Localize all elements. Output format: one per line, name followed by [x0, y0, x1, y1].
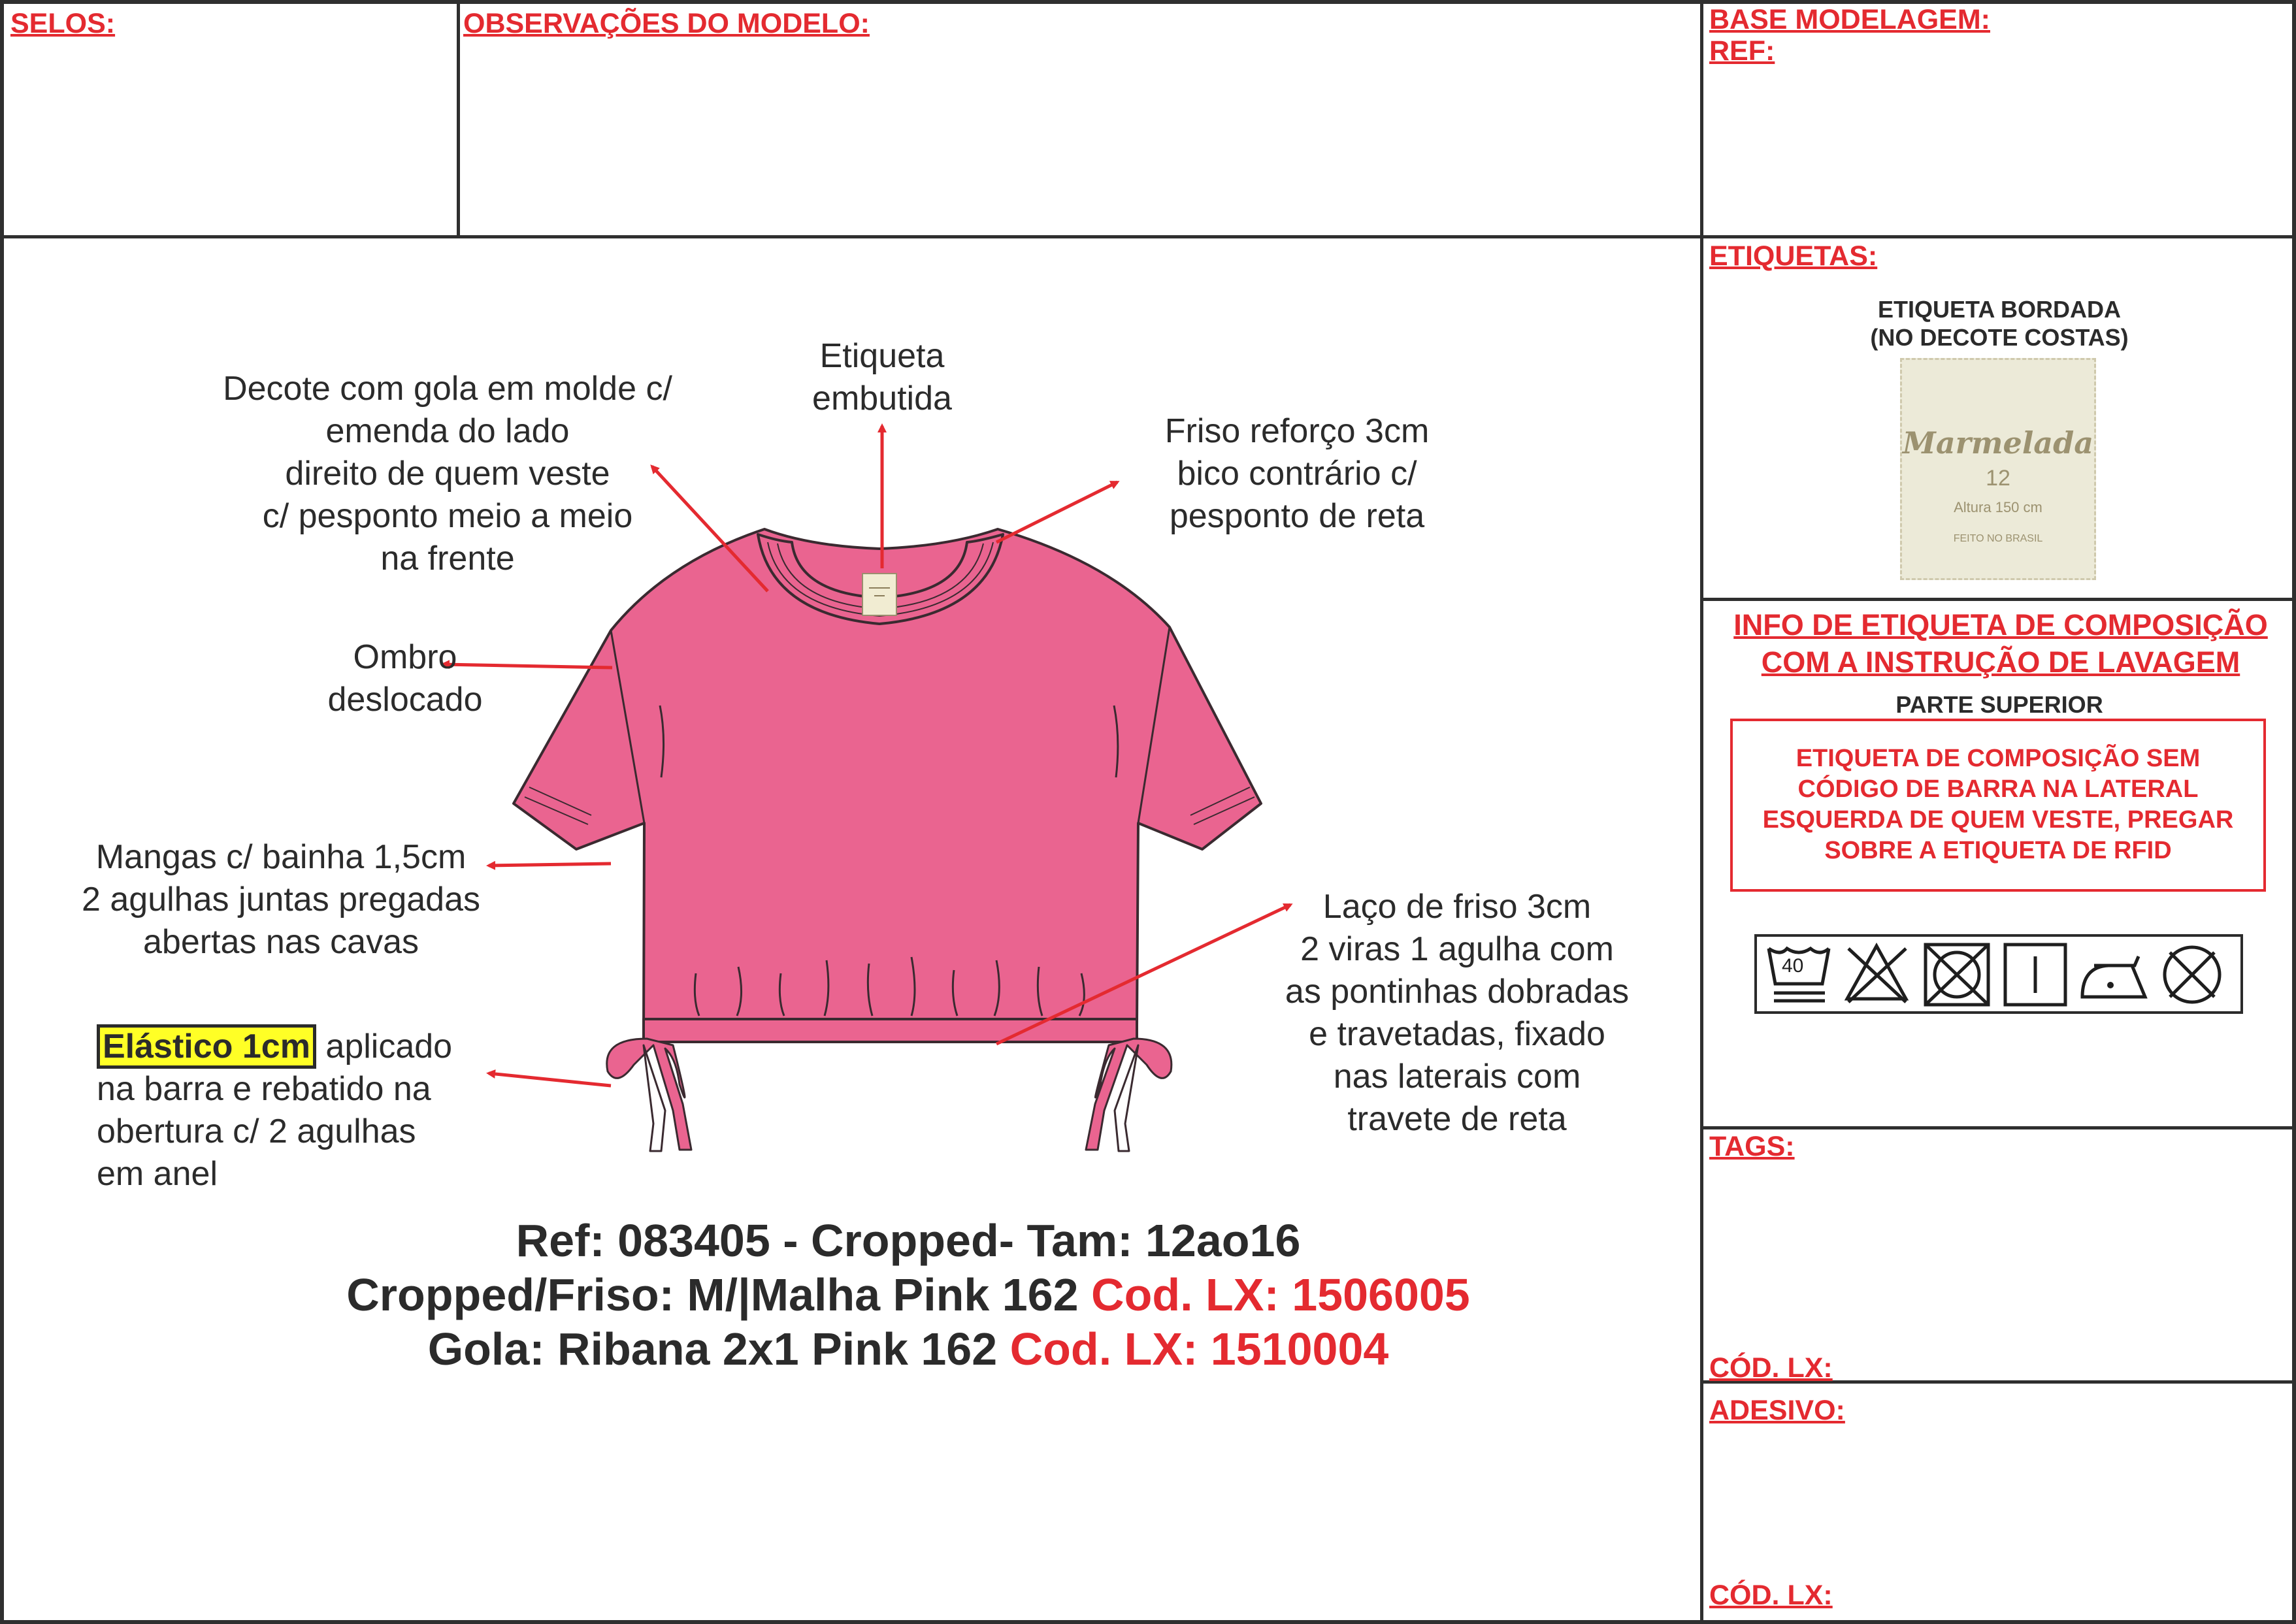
elastico-highlight: Elástico 1cm [97, 1024, 316, 1069]
etiqueta-note: Etiqueta embutida [812, 337, 952, 417]
collar-line: Gola: Ribana 2x1 Pink 162 Cod. LX: 1510004 [427, 1324, 1389, 1374]
decote-note: Decote com gola em molde c/ emenda do lado direito de quem veste c/ pesponto meio a meio na frente [223, 370, 672, 577]
parte-superior: PARTE SUPERIOR [1895, 691, 2103, 718]
cropped-shirt [514, 529, 1261, 1151]
ref-line: Ref: 083405 - Cropped- Tam: 12ao16 [516, 1215, 1301, 1266]
adesivo-label: ADESIVO: [1709, 1395, 1845, 1426]
base-modelagem-label: BASE MODELAGEM: [1709, 4, 1990, 35]
ref-label: REF: [1709, 35, 1775, 67]
no-tumble-dry-icon [1926, 945, 1988, 1005]
woven-label: Marmelada 12 Altura 150 cm FEITO NO BRASIL [1900, 358, 2096, 580]
wash-temp: 40 [1782, 955, 1804, 977]
info-title: INFO DE ETIQUETA DE COMPOSIÇÃO COM A INSTRUÇÃO DE LAVAGEM [1733, 608, 2268, 679]
etiqueta-bordada: ETIQUETA BORDADA (NO DECOTE COSTAS) [1870, 296, 2129, 351]
cod-lx-adesivo: CÓD. LX: [1709, 1580, 1833, 1611]
care-symbols [1754, 934, 2243, 1014]
ombro-note: Ombro deslocado [327, 638, 483, 719]
cod-lx-tags: CÓD. LX: [1709, 1352, 1833, 1384]
observacoes-label: OBSERVAÇÕES DO MODELO: [463, 8, 870, 39]
etiquetas-label: ETIQUETAS: [1709, 240, 1878, 272]
line-dry-icon [2005, 945, 2065, 1005]
composicao-box: ETIQUETA DE COMPOSIÇÃO SEM CÓDIGO DE BARRA NA LATERAL ESQUERDA DE QUEM VESTE, PREGAR SOBRE A ETIQUETA DE RFID [1730, 719, 2266, 892]
right-bow [1086, 1039, 1172, 1150]
friso-note: Friso reforço 3cm bico contrário c/ pesponto de reta [1164, 412, 1430, 535]
no-bleach-icon [1847, 946, 1906, 1002]
no-dry-clean-icon [2165, 947, 2220, 1002]
laco-note: Laço de friso 3cm 2 viras 1 agulha com as pontinhas dobradas e travetadas, fixado nas laterais com travete de reta [1285, 888, 1630, 1138]
mangas-note: Mangas c/ bainha 1,5cm 2 agulhas juntas pregadas abertas nas cavas [81, 838, 480, 961]
neck-label [862, 574, 896, 615]
fabric-line: Cropped/Friso: M/|Malha Pink 162 Cod. LX: 1506005 [346, 1269, 1470, 1320]
tags-label: TAGS: [1709, 1131, 1795, 1162]
elastico-note: Elástico 1cm aplicado na barra e rebatido na obertura c/ 2 agulhas em anel [97, 1026, 452, 1195]
selos-label: SELOS: [10, 8, 116, 39]
iron-low-icon [2082, 956, 2145, 997]
